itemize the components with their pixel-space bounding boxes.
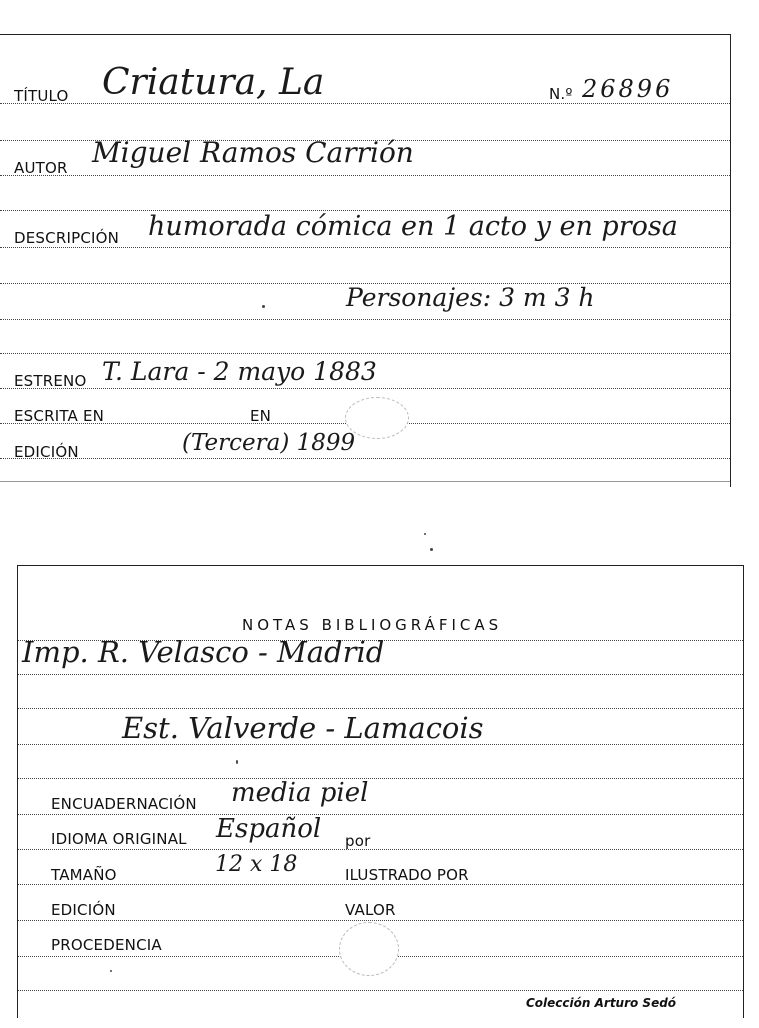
procedencia-label: PROCEDENCIA <box>51 936 162 954</box>
nota-handwriting-line1: Imp. R. Velasco - Madrid <box>22 635 385 669</box>
ruled-line <box>0 481 730 482</box>
speck <box>430 548 433 551</box>
titulo-label: TÍTULO <box>14 87 69 105</box>
numero-label: N.º <box>549 85 573 103</box>
ruled-line <box>0 103 730 104</box>
ruled-line <box>18 849 743 850</box>
speck <box>110 970 112 972</box>
idioma-handwriting: Español <box>216 814 322 844</box>
titulo-handwriting: Criatura, La <box>102 62 325 103</box>
edicion-handwriting: (Tercera) 1899 <box>182 430 356 456</box>
autor-handwriting: Miguel Ramos Carrión <box>92 136 414 169</box>
title-card <box>0 34 731 487</box>
idioma-original-label: IDIOMA ORIGINAL <box>51 830 187 848</box>
en-label: EN <box>250 407 272 425</box>
ruled-line <box>0 388 730 389</box>
coleccion-footer: Colección Arturo Sedó <box>526 996 677 1010</box>
punch-hole <box>339 922 399 976</box>
ruled-line <box>18 674 743 675</box>
ruled-line <box>18 814 743 815</box>
ruled-line <box>0 247 730 248</box>
ruled-line <box>18 990 743 991</box>
descripcion-handwriting-line1: humorada cómica en 1 acto y en prosa <box>148 211 678 242</box>
ilustrado-por-label: ILUSTRADO POR <box>345 866 469 884</box>
ruled-line <box>0 175 730 176</box>
descripcion-handwriting-line2: Personajes: 3 m 3 h <box>346 283 595 312</box>
descripcion-label: DESCRIPCIÓN <box>14 229 120 247</box>
estreno-handwriting: T. Lara - 2 mayo 1883 <box>102 357 377 386</box>
speck <box>262 305 265 308</box>
ruled-line <box>18 708 743 709</box>
por-label: por <box>345 832 371 850</box>
encuadernacion-label: ENCUADERNACIÓN <box>51 795 197 813</box>
punch-hole <box>345 397 409 439</box>
speck <box>236 760 238 764</box>
valor-label: VALOR <box>345 901 396 919</box>
encuadernacion-handwriting: media piel <box>231 778 369 808</box>
tamano-handwriting: 12 x 18 <box>215 852 298 877</box>
notas-heading: NOTAS BIBLIOGRÁFICAS <box>242 616 503 634</box>
ruled-line <box>0 319 730 320</box>
numero-handwriting: 26896 <box>582 75 674 103</box>
escrita-en-label: ESCRITA EN <box>14 407 105 425</box>
speck <box>424 533 426 535</box>
estreno-label: ESTRENO <box>14 372 87 390</box>
ruled-line <box>18 920 743 921</box>
ruled-line <box>18 778 743 779</box>
ruled-line <box>0 353 730 354</box>
edicion-label-bottom: EDICIÓN <box>51 901 116 919</box>
ruled-line <box>0 458 730 459</box>
ruled-line <box>18 884 743 885</box>
nota-handwriting-line2: Est. Valverde - Lamacois <box>122 711 484 745</box>
notes-card <box>17 565 744 1018</box>
edicion-label: EDICIÓN <box>14 443 79 461</box>
autor-label: AUTOR <box>14 159 68 177</box>
tamano-label: TAMAÑO <box>51 866 117 884</box>
